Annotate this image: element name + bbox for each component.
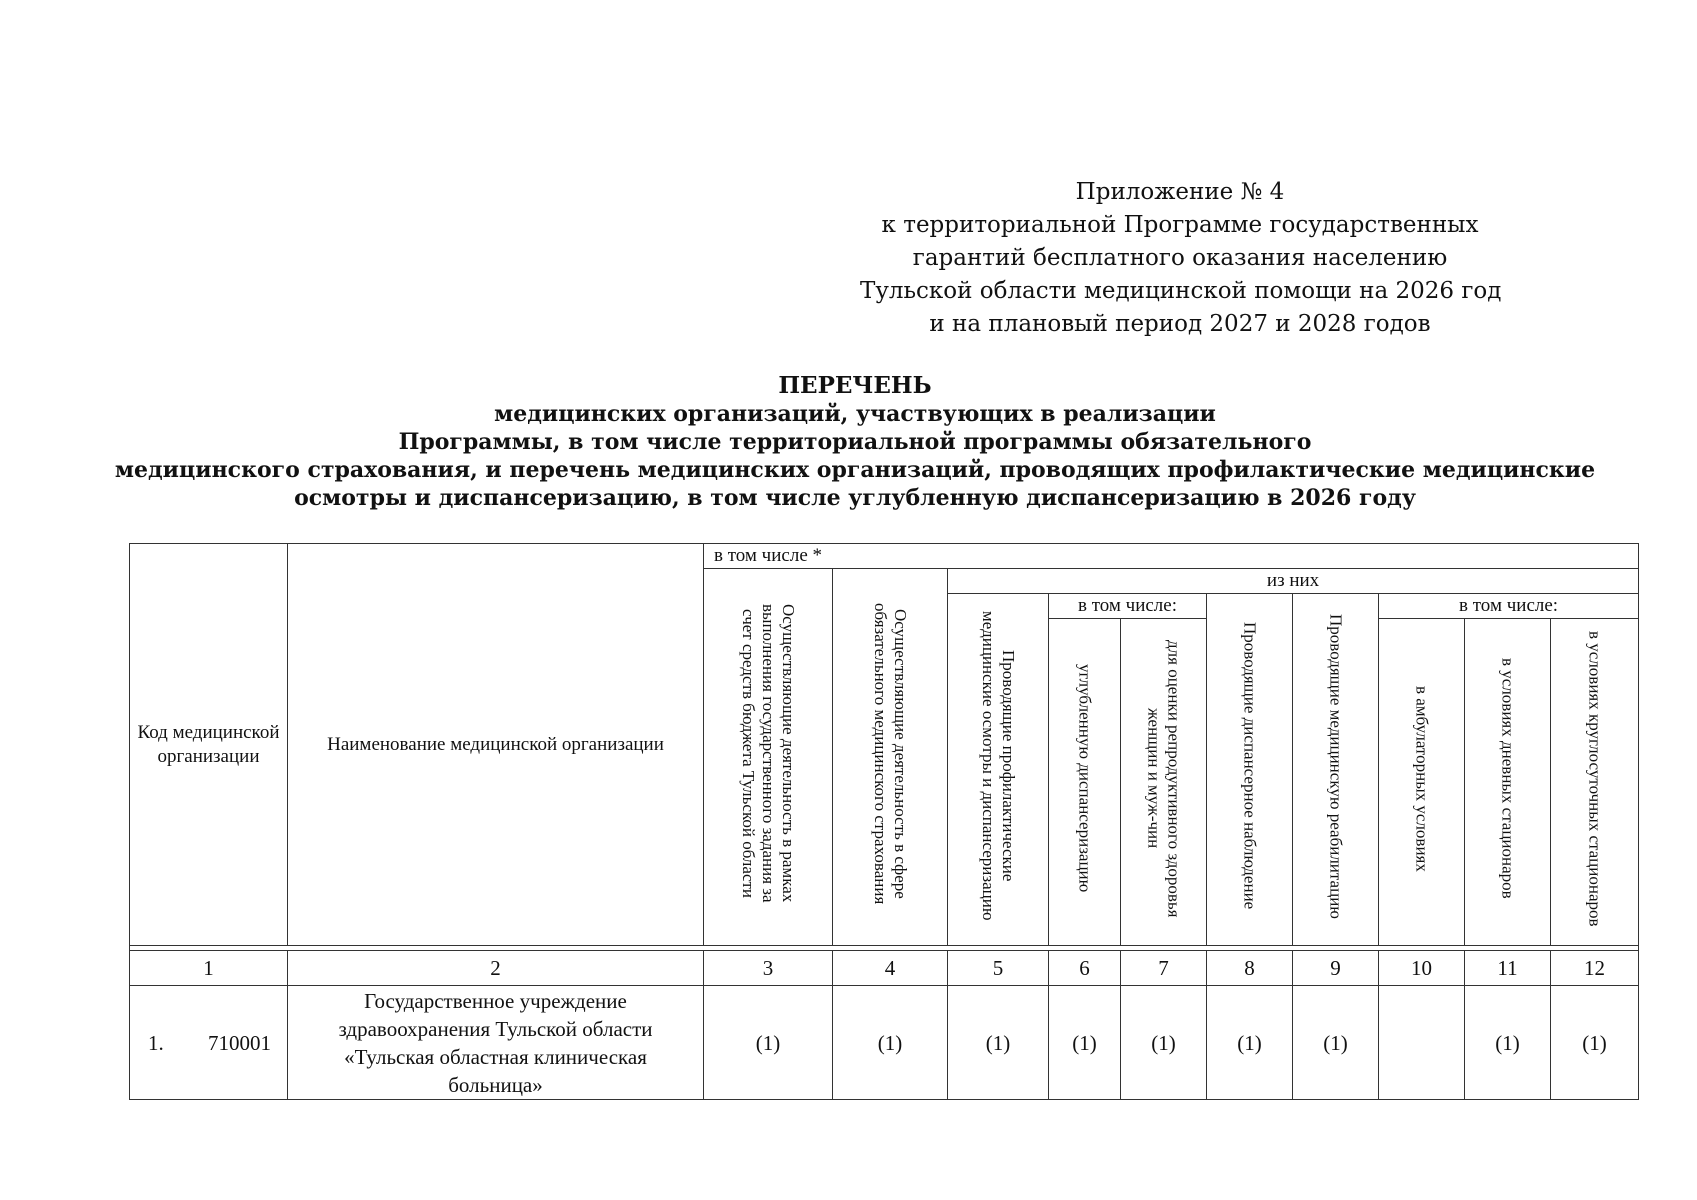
row-value: (1)	[1293, 986, 1379, 1100]
header-col9-text: Проводящие медицинскую реабилитацию	[1326, 613, 1346, 919]
row-code: 710001	[208, 1030, 271, 1055]
column-number: 2	[288, 951, 704, 986]
column-number: 3	[704, 951, 833, 986]
row-value: (1)	[1049, 986, 1121, 1100]
header-col4-text: Осуществляющие деятельность в сфере обязательного медицинского страхования	[871, 602, 910, 905]
row-value: (1)	[1551, 986, 1639, 1100]
column-number: 1	[130, 951, 288, 986]
title-line: медицинских организаций, участвующих в реализации	[494, 401, 1216, 427]
row-value: (1)	[1121, 986, 1207, 1100]
header-including-a: в том числе:	[1049, 594, 1207, 619]
header-code: Код медицинской организации	[130, 544, 288, 946]
title-line: медицинского страхования, и перечень медицинских организаций, проводящих профилактические медицинские	[114, 457, 1596, 483]
header-col12	[1551, 619, 1639, 946]
title-main: ПЕРЕЧЕНЬ	[778, 372, 932, 399]
column-number: 5	[948, 951, 1049, 986]
row-org-name: Государственное учреждение здравоохранения Тульской области «Тульская областная клиническая больница»	[338, 988, 653, 1097]
column-number: 8	[1207, 951, 1293, 986]
row-value: (1)	[1207, 986, 1293, 1100]
header-col10-text: в амбулаторных условиях	[1412, 685, 1432, 872]
row-value: (1)	[833, 986, 948, 1100]
column-number: 12	[1551, 951, 1639, 986]
title-line: осмотры и диспансеризацию, в том числе углубленную диспансеризацию в 2026 году	[294, 485, 1416, 511]
header-col9	[1293, 594, 1379, 946]
appendix-line: к территориальной Программе государственных	[881, 212, 1479, 238]
column-numbers-row	[130, 951, 1639, 986]
appendix-line: Тульской области медицинской помощи на 2026 год	[860, 278, 1502, 304]
header-including: в том числе *	[704, 544, 1639, 569]
header-col6-text: углубленную диспансеризацию	[1075, 664, 1095, 893]
appendix-line: и на плановый период 2027 и 2028 годов	[929, 311, 1431, 337]
header-col7-text: для оценки репродуктивного здоровья женщин и муж-чин	[1144, 639, 1184, 918]
header-col5-text: Проводящие профилактические медицинские осмотры и диспансеризацию	[979, 611, 1018, 921]
header-col8	[1207, 594, 1293, 946]
document-title	[110, 372, 1600, 512]
header-col5	[948, 594, 1049, 946]
row-code-cell	[130, 986, 288, 1100]
row-value: (1)	[1465, 986, 1551, 1100]
column-number: 10	[1379, 951, 1465, 986]
row-name-cell	[288, 986, 704, 1100]
column-number: 4	[833, 951, 948, 986]
row-number: 1.	[148, 1030, 164, 1055]
header-col11	[1465, 619, 1551, 946]
header-col4	[833, 569, 948, 946]
header-of-them: из них	[948, 569, 1639, 594]
organizations-table	[129, 543, 1639, 1100]
header-name: Наименование медицинской организации	[288, 544, 704, 946]
column-number: 6	[1049, 951, 1121, 986]
header-including-b: в том числе:	[1379, 594, 1639, 619]
row-value	[1379, 986, 1465, 1100]
column-number: 11	[1465, 951, 1551, 986]
header-col3	[704, 569, 833, 946]
row-value: (1)	[948, 986, 1049, 1100]
header-col12-text: в условиях круглосуточных стационаров	[1585, 630, 1605, 927]
row-value: (1)	[704, 986, 833, 1100]
appendix-line: Приложение № 4	[1075, 179, 1285, 205]
appendix-line: гарантий бесплатного оказания населению	[912, 245, 1448, 271]
table-row	[130, 986, 1639, 1100]
header-col8-text: Проводящие диспансерное наблюдение	[1240, 622, 1260, 910]
title-line: Программы, в том числе территориальной программы обязательного	[398, 429, 1312, 455]
column-number: 7	[1121, 951, 1207, 986]
column-number: 9	[1293, 951, 1379, 986]
header-col10	[1379, 619, 1465, 946]
appendix-block	[860, 176, 1500, 341]
header-col3-text: Осуществляющие деятельность в рамках выполнения государственного задания за счет средств бюджета Тульской области	[739, 604, 798, 903]
header-col6	[1049, 619, 1121, 946]
header-col11-text: в условиях дневных стационаров	[1498, 658, 1518, 899]
header-col7	[1121, 619, 1207, 946]
